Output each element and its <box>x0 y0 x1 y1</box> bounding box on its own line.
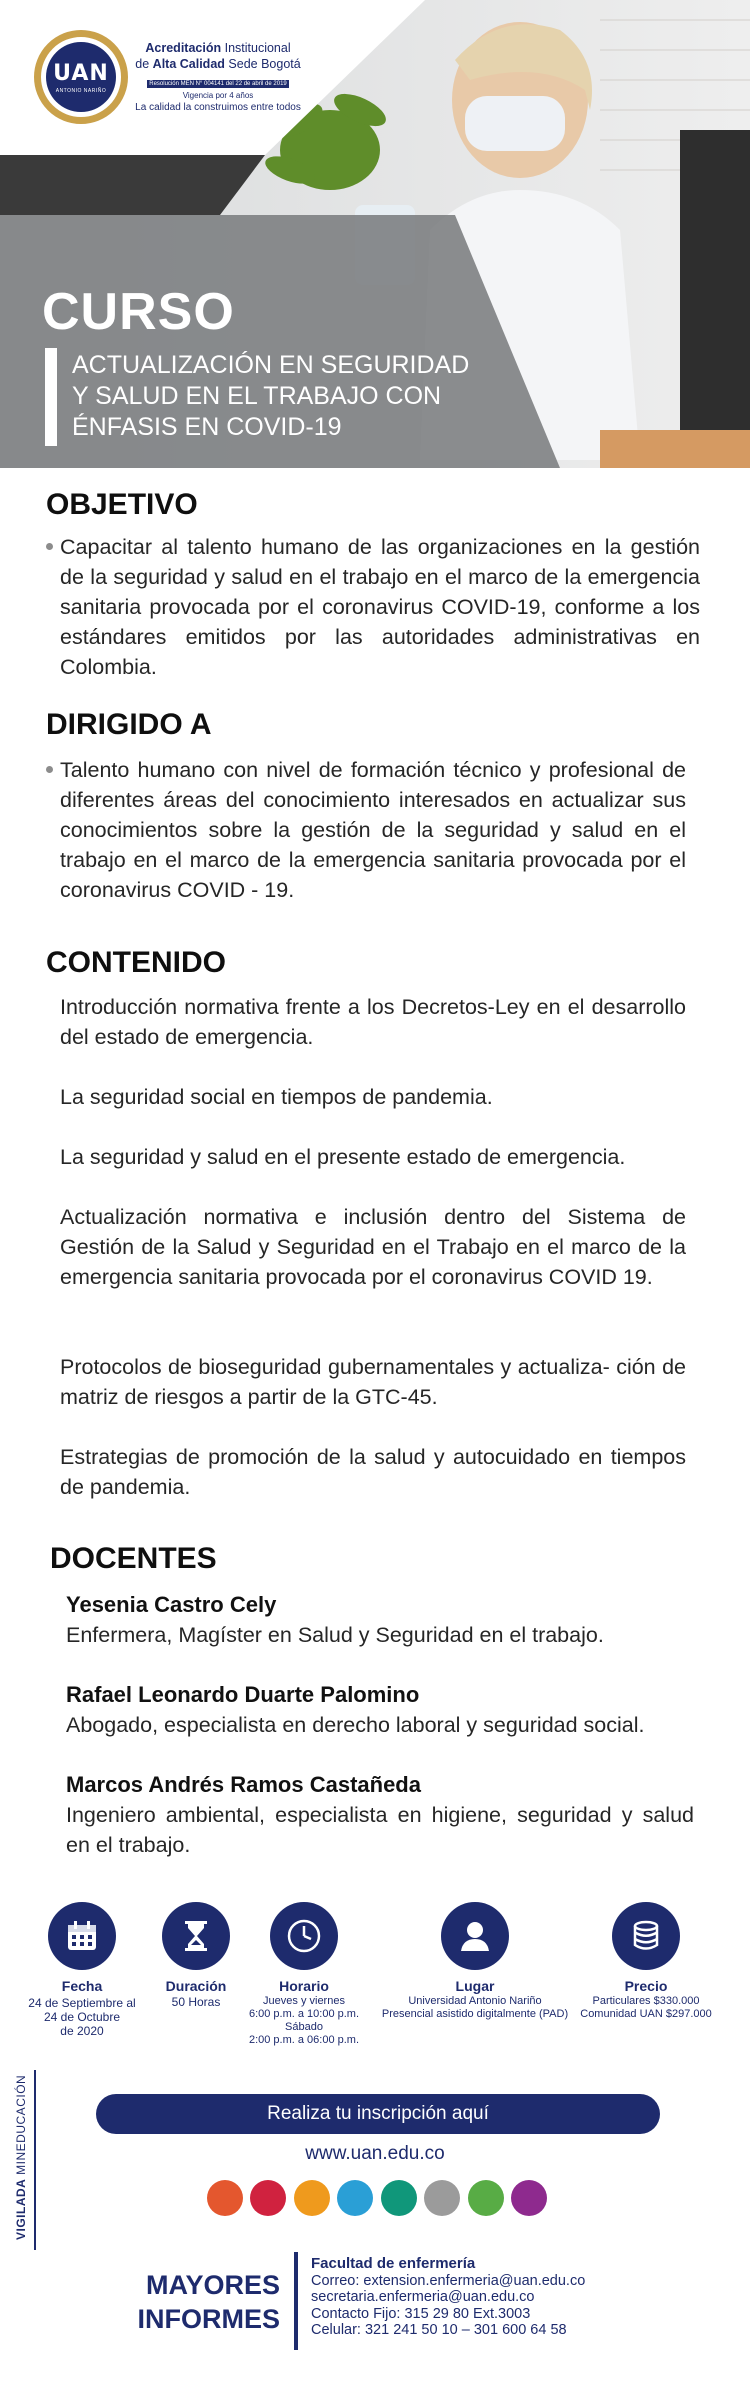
duracion-text: 50 Horas <box>171 1995 221 2009</box>
docente-desc: Enfermera, Magíster en Salud y Seguridad en el trabajo. <box>66 1623 604 1647</box>
contenido-item: Protocolos de bioseguridad gubernamentales y actualiza- ción de matriz de riesgos a partir de la GTC-45. <box>60 1355 686 1409</box>
docente-name: Yesenia Castro Cely <box>66 1592 277 1617</box>
contenido-item: Estrategias de promoción de la salud y autocuidado en tiempos de pandemia. <box>60 1445 686 1499</box>
lugar-line: Presencial asistido digitalmente (PAD) <box>381 2008 569 2020</box>
contact-divider <box>294 2252 298 2350</box>
objetivo-bullet <box>46 543 53 550</box>
accreditation-block <box>128 40 308 114</box>
horario-title: Horario <box>279 1978 329 1994</box>
color-dot <box>294 2180 330 2216</box>
website-link[interactable]: www.uan.edu.co <box>305 2143 445 2164</box>
precio-title: Precio <box>624 1978 668 1994</box>
uan-logo <box>34 30 128 124</box>
accreditation-slogan: La calidad la construimos entre todos <box>135 102 301 113</box>
docente-desc: Abogado, especialista en derecho laboral y seguridad social. <box>66 1713 645 1737</box>
color-dot <box>424 2180 460 2216</box>
fecha-line: de 2020 <box>60 2024 104 2038</box>
color-dots <box>207 2180 547 2216</box>
docente-name: Marcos Andrés Ramos Castañeda <box>66 1772 421 1797</box>
color-dot <box>511 2180 547 2216</box>
lugar-line: Universidad Antonio Nariño <box>408 1995 542 2007</box>
accreditation-line2-bold: Alta Calidad <box>152 57 225 71</box>
contact-line: Contacto Fijo: 315 29 80 Ext.3003 <box>311 2305 531 2322</box>
color-dot <box>468 2180 504 2216</box>
docente-name: Rafael Leonardo Duarte Palomino <box>66 1682 420 1707</box>
mayores-line: MAYORES <box>145 2270 280 2300</box>
faculty-name: Facultad de enfermería <box>311 2255 476 2272</box>
color-dot <box>250 2180 286 2216</box>
color-dot <box>207 2180 243 2216</box>
horario-line: 6:00 p.m. a 10:00 p.m. <box>248 2008 360 2020</box>
logo-subtext: ANTONIO NARIÑO <box>55 87 107 94</box>
accreditation-line2-rest: Sede Bogotá <box>228 57 301 71</box>
contenido-item: Introducción normativa frente a los Decretos-Ley en el desarrollo del estado de emergencia. <box>60 995 686 1049</box>
mayores-informes <box>130 2268 280 2336</box>
vigilada-bold: VIGILADA <box>14 2178 28 2240</box>
hero-subtitle-line: Y SALUD EN EL TRABAJO CON <box>72 382 442 410</box>
duracion-title: Duración <box>165 1978 227 1994</box>
hourglass-icon <box>162 1902 230 1970</box>
calendar-icon <box>48 1902 116 1970</box>
hero-subtitle <box>72 350 512 443</box>
accreditation-line2-pre: de <box>135 57 150 71</box>
signup-button[interactable]: Realiza tu inscripción aquí <box>96 2094 660 2134</box>
hero-title: CURSO <box>42 283 235 341</box>
mayores-line: INFORMES <box>137 2304 280 2334</box>
docentes-title: DOCENTES <box>50 1542 217 1575</box>
accreditation-validity: Vigencia por 4 años <box>182 91 254 100</box>
contenido-item: La seguridad y salud en el presente estado de emergencia. <box>60 1145 626 1169</box>
precio-text <box>566 1995 726 2021</box>
user-icon <box>441 1902 509 1970</box>
horario-line: Jueves y viernes <box>263 1995 345 2007</box>
lugar-text <box>375 1995 575 2021</box>
hero-subtitle-line: ÉNFASIS EN COVID-19 <box>72 413 342 441</box>
contenido-title: CONTENIDO <box>46 946 226 979</box>
coins-icon <box>612 1902 680 1970</box>
clock-icon <box>270 1902 338 1970</box>
vigilada-rest: MINEDUCACIÓN <box>14 2074 28 2175</box>
horario-text <box>234 1995 374 2047</box>
objetivo-text: Capacitar al talento humano de las organizaciones en la gestión de la seguridad y salud en el trabajo en el marco de la emergencia sanitaria provocada por el coronavirus COVID-19, conforme a los estándares emitidos por las autoridades administrativas en Colombia. <box>60 535 700 679</box>
precio-line: Comunidad UAN $297.000 <box>580 2008 712 2020</box>
dirigido-text: Talento humano con nivel de formación técnico y profesional de diferentes áreas del conocimiento interesados en actualizar sus conocimientos sobre la gestión de la seguridad y salud en el trabajo en el marco de la emergencia sanitaria provocada por el coronavirus COVID - 19. <box>60 758 686 902</box>
color-dot <box>337 2180 373 2216</box>
hero-banner <box>0 0 750 468</box>
contenido-item: Actualización normativa e inclusión dentro del Sistema de Gestión de la Salud y Seguridad en el Trabajo en el marco de la emergencia sanitaria provocada por el coronavirus COVID 19. <box>60 1205 686 1289</box>
hero-accent-bar <box>45 348 57 446</box>
contact-line: Celular: 321 241 50 10 – 301 600 64 58 <box>311 2322 567 2338</box>
accreditation-resolution: Resolución MEN N° 004141 del 22 de abril de 2019 <box>149 81 287 87</box>
contact-info <box>311 2256 585 2339</box>
accreditation-line1-bold: Acreditación <box>145 41 222 55</box>
contenido-item: La seguridad social en tiempos de pandemia. <box>60 1085 493 1109</box>
fecha-title: Fecha <box>61 1978 103 1994</box>
dirigido-bullet <box>46 766 53 773</box>
docente-desc: Ingeniero ambiental, especialista en higiene, seguridad y salud en el trabajo. <box>66 1803 694 1857</box>
lugar-title: Lugar <box>455 1978 495 1994</box>
logo-text: UAN <box>53 60 109 86</box>
dirigido-title: DIRIGIDO A <box>46 708 212 741</box>
fecha-text <box>12 1996 152 2038</box>
color-dot <box>381 2180 417 2216</box>
precio-line: Particulares $330.000 <box>592 1995 700 2007</box>
horario-line: Sábado <box>285 2021 323 2033</box>
fecha-line: 24 de Octubre <box>43 2010 121 2024</box>
contact-line[interactable]: secretaria.enfermeria@uan.edu.co <box>311 2289 535 2305</box>
hero-subtitle-line: ACTUALIZACIÓN EN SEGURIDAD <box>72 351 470 379</box>
contact-line[interactable]: Correo: extension.enfermeria@uan.edu.co <box>311 2272 586 2289</box>
fecha-line: 24 de Septiembre al <box>28 1996 136 2010</box>
accreditation-line1-rest: Institucional <box>224 41 291 55</box>
objetivo-title: OBJETIVO <box>46 488 198 521</box>
horario-line: 2:00 p.m. a 06:00 p.m. <box>248 2034 360 2046</box>
